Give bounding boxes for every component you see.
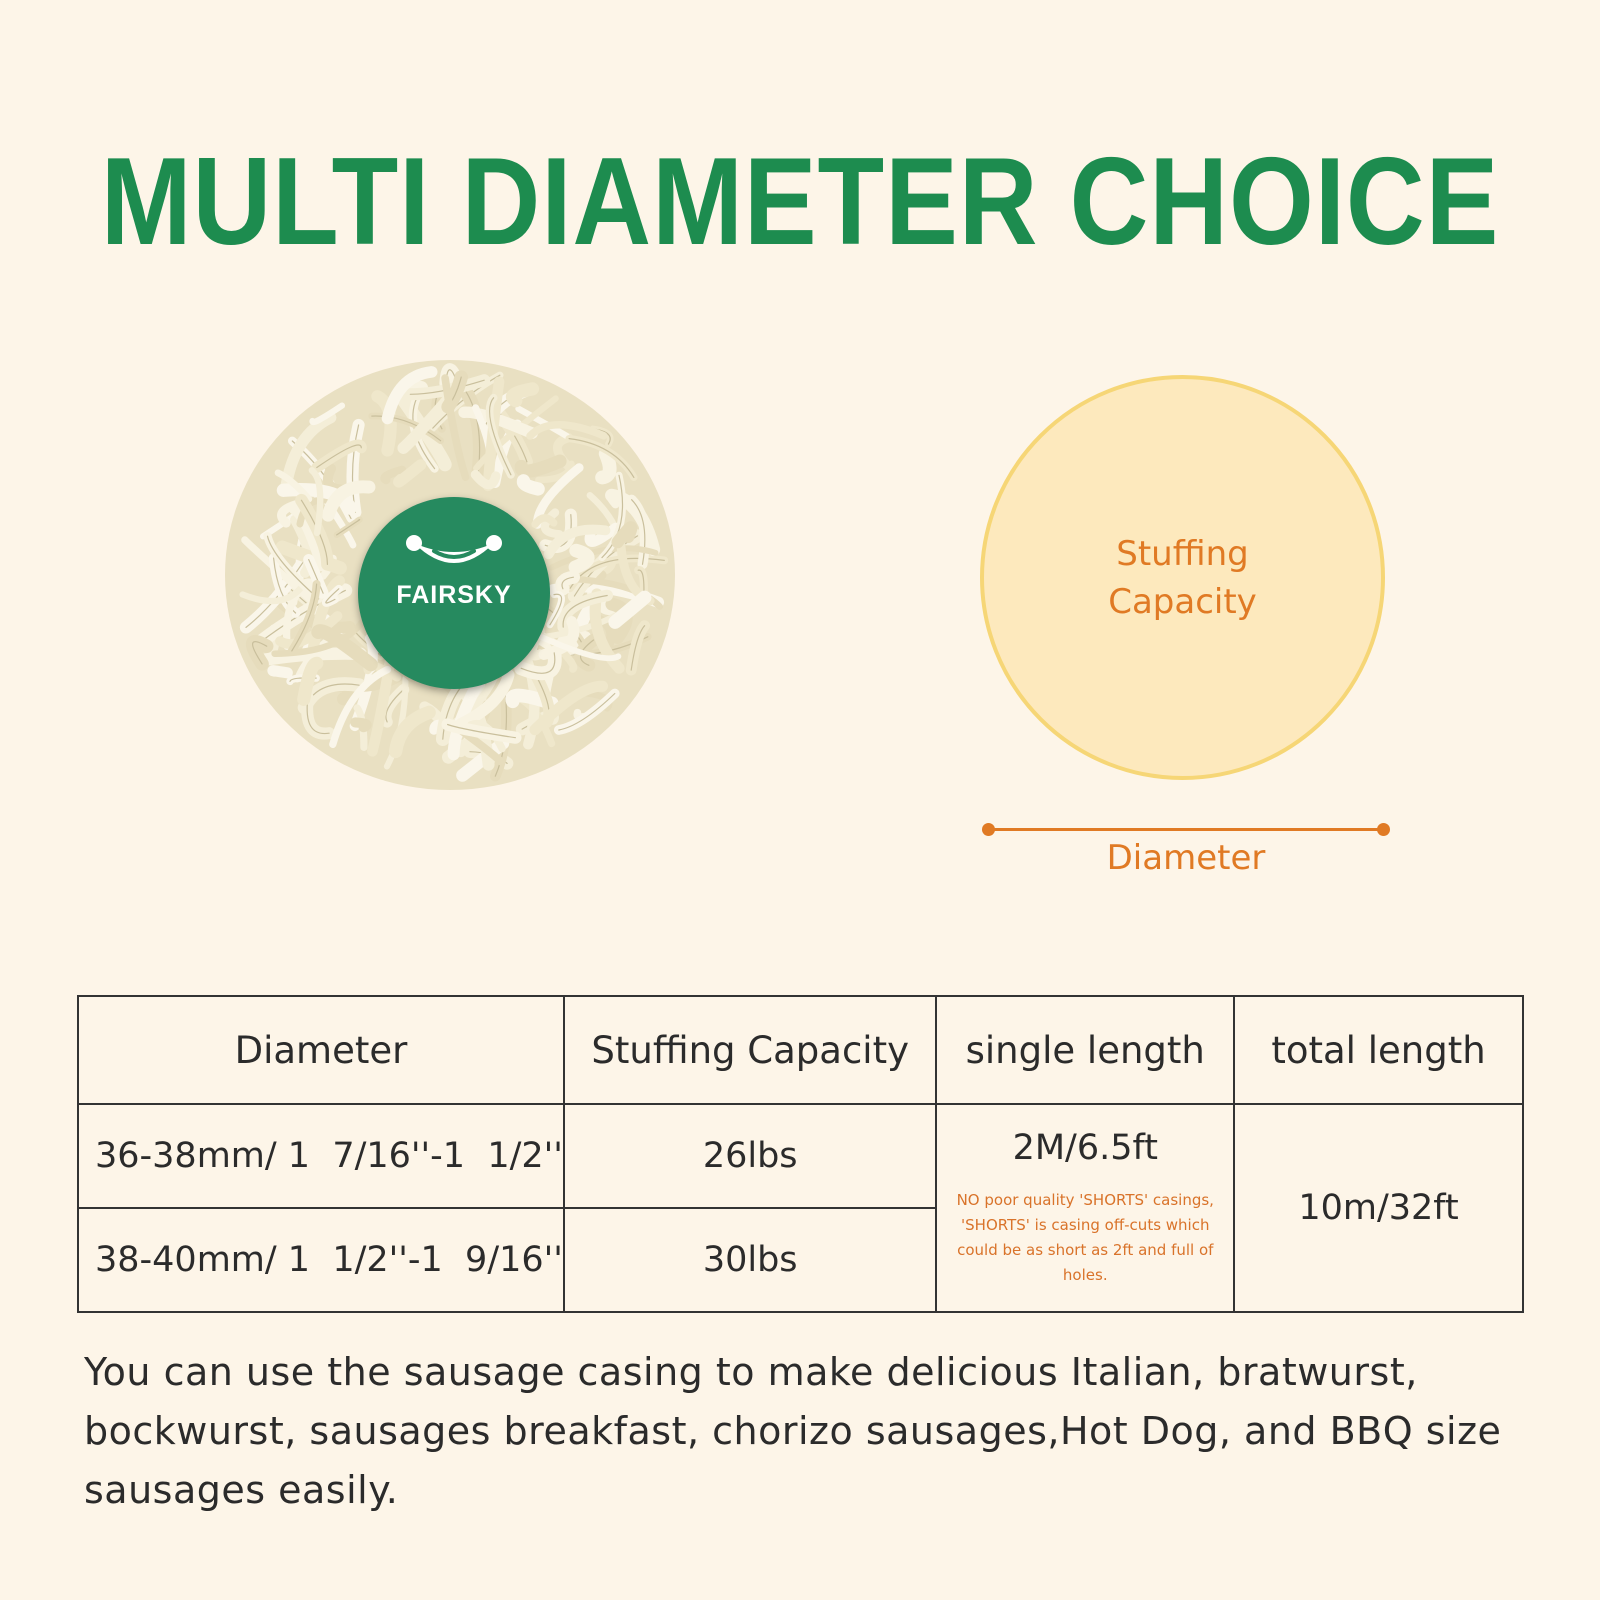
cell-total-length: 10m/32ft — [1234, 1104, 1523, 1312]
header-diameter: Diameter — [78, 996, 564, 1104]
single-length-note: NO poor quality 'SHORTS' casings, 'SHORTS' is casing off-cuts which could be as short as 2ft and full of holes. — [956, 1191, 1214, 1284]
brand-name: FAIRSKY — [396, 581, 512, 609]
single-length-value: 2M/6.5ft — [1012, 1128, 1158, 1168]
casing-strand — [273, 671, 287, 673]
table-header-row — [78, 996, 1523, 1104]
diameter-label: Diameter — [1106, 838, 1266, 878]
description-text: You can use the sausage casing to make delicious Italian, bratwurst, bockwurst, sausages breakfast, chorizo sausages,Hot Dog, and BBQ size sausages easily. — [84, 1350, 1502, 1512]
sausage-smile-icon — [404, 533, 504, 573]
header-total-length: total length — [1234, 996, 1523, 1104]
page-title: MULTI DIAMETER CHOICE — [100, 133, 1500, 271]
header-single-length: single length — [936, 996, 1234, 1104]
casing-strand — [610, 495, 615, 504]
spec-table — [77, 995, 1524, 1313]
cell-diameter: 36-38mm/ 1 7/16''-1 1/2'' — [78, 1104, 564, 1208]
cell-diameter: 38-40mm/ 1 1/2''-1 9/16'' — [78, 1208, 564, 1312]
casing-strand — [523, 481, 538, 489]
stuffing-capacity-label: Stuffing Capacity — [1108, 533, 1257, 622]
diameter-line-end-dot — [1377, 823, 1390, 836]
diameter-line — [986, 828, 1386, 831]
cell-capacity: 30lbs — [564, 1208, 937, 1312]
brand-badge — [358, 497, 550, 689]
cell-capacity: 26lbs — [564, 1104, 937, 1208]
casing-strand — [355, 722, 366, 727]
table-row — [78, 1104, 1523, 1208]
header-stuffing-capacity: Stuffing Capacity — [564, 996, 937, 1104]
cell-single-length — [936, 1104, 1234, 1312]
diameter-line-start-dot — [982, 823, 995, 836]
casing-strand — [602, 454, 610, 478]
stuffing-capacity-circle — [980, 375, 1385, 780]
